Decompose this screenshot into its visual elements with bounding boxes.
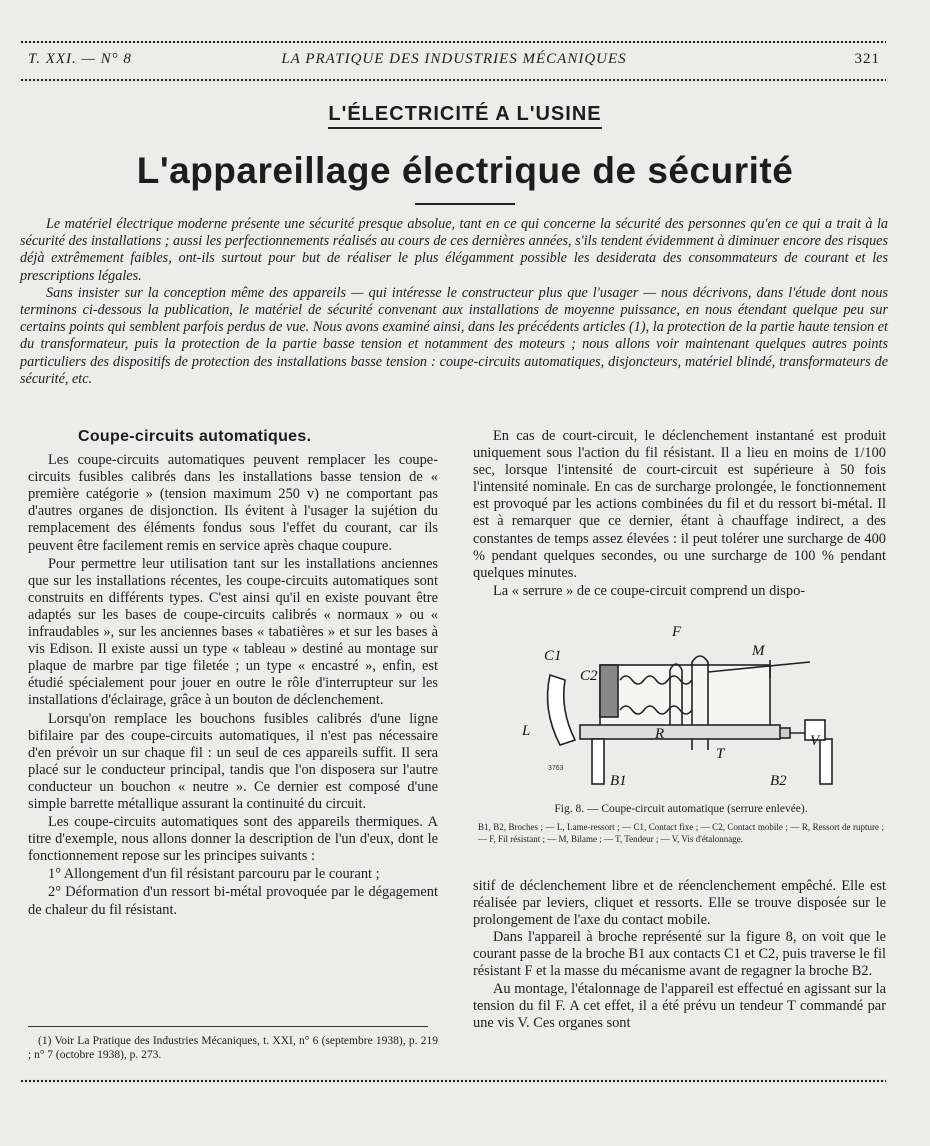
body-paragraph: Les coupe-circuits automatiques peuvent remplacer les coupe-circuits fusibles calibrés dans les installations basse tension de « première catégorie » (tension maximum 250 v) ne comportant pas d'autres organes de disjonction. Ils évitent à l'usager la sujétion du remplacement des éléments fondus sous l'effet du courant, car ils peuvent être facilement remis en service après chaque coupure. [28,452,438,554]
label-R: R [655,726,665,742]
label-V: V [810,733,820,749]
label-C1: C1 [544,648,562,664]
footnote-rule [28,1026,428,1027]
right-column-continued [473,878,886,1032]
footnote-text: (1) Voir La Pratique des Industries Mécaniques, t. XXI, n° 6 (septembre 1938), p. 219 ; n° 7 (octobre 1938), p. 273. [28,1035,438,1061]
body-paragraph: En cas de court-circuit, le déclenchement instantané est produit uniquement sous l'action du fil résistant. Il a lieu en moins de 1/100 sec, lorsque l'intensité de court-circuit est supérieure à 50 fois l'intensité nominale. En cas de surcharge prolongée, le fonctionnement est provoqué par les actions combinées du fil et du ressort bi-métal. Il est à remarquer que ce dernier, étant à chauffage indirect, a des constantes de temps assez élevées : il peut tolérer une surcharge de 400 % pendant quelques secondes, ou une surcharge de 100 % pendant quelques minutes. [473,428,886,581]
body-paragraph: Lorsqu'on remplace les bouchons fusibles calibrés d'une ligne bifilaire par des coupe-circuits automatiques, il n'est pas nécessaire d'en prévoir un sur chaque fil : un seul de ces appareils suffit. Il sera placé sur le conducteur principal, tandis que l'on disposera sur l'autre conducteur un bouchon « neutre ». Ce dernier est composé d'une simple barrette métallique assurant la continuité du circuit. [28,710,438,812]
figure-caption: Fig. 8. — Coupe-circuit automatique (serrure enlevée). [554,803,808,815]
body-paragraph: Au montage, l'étalonnage de l'appareil est effectué en agissant sur la tension du fil F. A cet effet, il a été prévu un tendeur T commandé par une vis V. Ces organes sont [473,980,886,1031]
body-paragraph: sitif de déclenchement libre et de réenclenchement empêché. Elle est réalisée par leviers, cliquet et ressorts. Elle se trouve disposée sur le prolongement de l'axe du contact mobile. [473,878,886,929]
figure-8-diagram [520,620,860,800]
header-volume: T. XXI. — N° 8 [28,51,132,67]
label-L: L [522,723,531,739]
top-dotted-rule [20,40,886,44]
label-F: F [672,624,682,640]
header-page-number: 321 [854,51,880,67]
label-C2: C2 [580,668,598,684]
header-dotted-rule [20,78,886,82]
figure-legend: B1, B2, Broches ; — L, Lame-ressort ; — C1, Contact fixe ; — C2, Contact mobile ; — R, Ressort de rupture ; — F, Fil résistant ; — M, Bilame ; — T, Tendeur ; — V, Vis d'étalonnage. [478,822,884,844]
body-paragraph: 2° Déformation d'un ressort bi-métal provoquée par le dégagement de chaleur du fil résistant. [28,884,438,918]
body-paragraph: Dans l'appareil à broche représenté sur la figure 8, on voit que le courant passe de la broche B1 aux contacts C1 et C2, puis traverse le fil résistant F et la masse du mécanisme avant de regagner la broche B2. [473,929,886,980]
label-M: M [752,643,765,659]
body-paragraph: Les coupe-circuits automatiques sont des appareils thermiques. A titre d'exemple, nous allons donner la description de l'un d'eux, dont le fonctionnement repose sur les principes suivants : [28,814,438,865]
label-T: T [716,746,725,762]
section-heading: Coupe-circuits automatiques. [78,428,312,445]
label-B2: B2 [770,773,787,789]
section-rubric: L'ÉLECTRICITÉ A L'USINE [0,103,930,126]
title-rule [415,203,515,205]
header-journal: LA PRATIQUE DES INDUSTRIES MÉCANIQUES [281,51,627,67]
figure-code: 3763 [548,765,564,772]
footnote [28,1034,438,1062]
intro-paragraph: Le matériel électrique moderne présente une sécurité presque absolue, tant en ce qui concerne la sécurité des personnes qu'en ce qui a trait à la sécurité des installations ; aussi les perfectionnements réalisés au cours de ces dernières années, s'ils tendent évidemment à diminuer encore des risques déjà extrêmement faibles, ont-ils surtout pour but de réaliser le plus élégamment possible les desiderata des consommateurs de courant et les prescriptions légales. [20,216,888,284]
body-paragraph: La « serrure » de ce coupe-circuit comprend un dispo- [493,582,806,599]
intro-block [20,216,888,388]
body-paragraph: 1° Allongement d'un fil résistant parcouru par le courant ; [48,866,380,883]
article-title: L'appareillage électrique de sécurité [136,150,794,191]
right-column [473,428,886,600]
body-paragraph: Pour permettre leur utilisation tant sur les installations anciennes que sur les installations récentes, les coupe-circuits automatiques sont construits en différents types. C'est ainsi qu'il en existe pouvant être adaptés sur les bases de coupe-circuits calibrés « normaux » ou « infraudables », sur les anciennes bases « tabatières » et sur les bases à vis Edison. Il existe aussi un type « tableau » destiné au montage sur plaque de marbre par tige filetée ; un type « encastré », enfin, est étudié spécialement pour jouer en outre le rôle d'interrupteur sur les installations d'éclairage, grâce à un bouton de déclenchement. [28,555,438,709]
label-B1: B1 [610,773,627,789]
running-header [28,51,880,69]
intro-paragraph: Sans insister sur la conception même des appareils — qui intéresse le constructeur plus que l'usager — nous décrivons, dans l'étude dont nous terminons ci-dessous la publication, le matériel de sécurité convenant aux installations de moyenne puissance, en nous étendant quelque peu sur certains points qui semblent parfois perdus de vue. Nous avons examiné ainsi, dans les précédents articles (1), la protection de la partie haute tension et du transformateur, puis la protection de la partie basse tension et notamment des moteurs ; nous allons voir maintenant quelques autres points particuliers des dispositifs de protection des installations basse tension : coupe-circuits automatiques, disjoncteurs, matériel blindé, transformateurs de sécurité, etc. [20,284,888,387]
left-column [28,428,438,919]
bottom-dotted-rule [20,1079,886,1083]
